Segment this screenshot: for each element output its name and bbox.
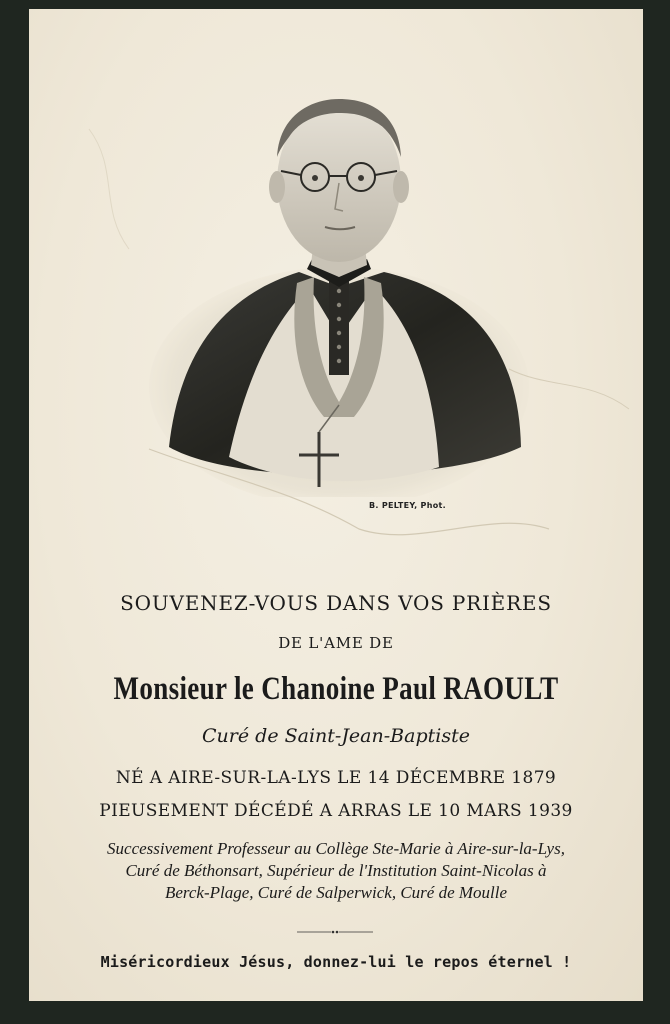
death-line: PIEUSEMENT DÉCÉDÉ A ARRAS LE 10 MARS 1939 [99,801,573,821]
career-text [49,838,623,904]
card-paper [29,9,643,1001]
career-line: Successivement Professeur au Collège Ste-Marie à Aire-sur-la-Lys, [107,839,565,858]
heading-line-2: DE L'AME DE [278,634,394,652]
heading-line-1: SOUVENEZ-VOUS DANS VOS PRIÈRES [120,591,552,615]
career-line: Curé de Béthonsart, Supérieur de l'Institution Saint-Nicolas à [125,861,547,880]
ornamental-divider [297,929,373,935]
priest-portrait-image [149,87,529,497]
deceased-title: Curé de Saint-Jean-Baptiste [202,725,470,747]
prayer-line: Miséricordieux Jésus, donnez-lui le repos éternel ! [100,953,572,971]
deceased-name: Monsieur le Chanoine Paul RAOULT [113,671,559,707]
photo-credit: B. PELTEY, Phot. [369,501,446,510]
birth-line: NÉ A AIRE-SUR-LA-LYS LE 14 DÉCEMBRE 1879 [115,768,557,788]
career-line: Berck-Plage, Curé de Salperwick, Curé de Moulle [164,883,508,902]
